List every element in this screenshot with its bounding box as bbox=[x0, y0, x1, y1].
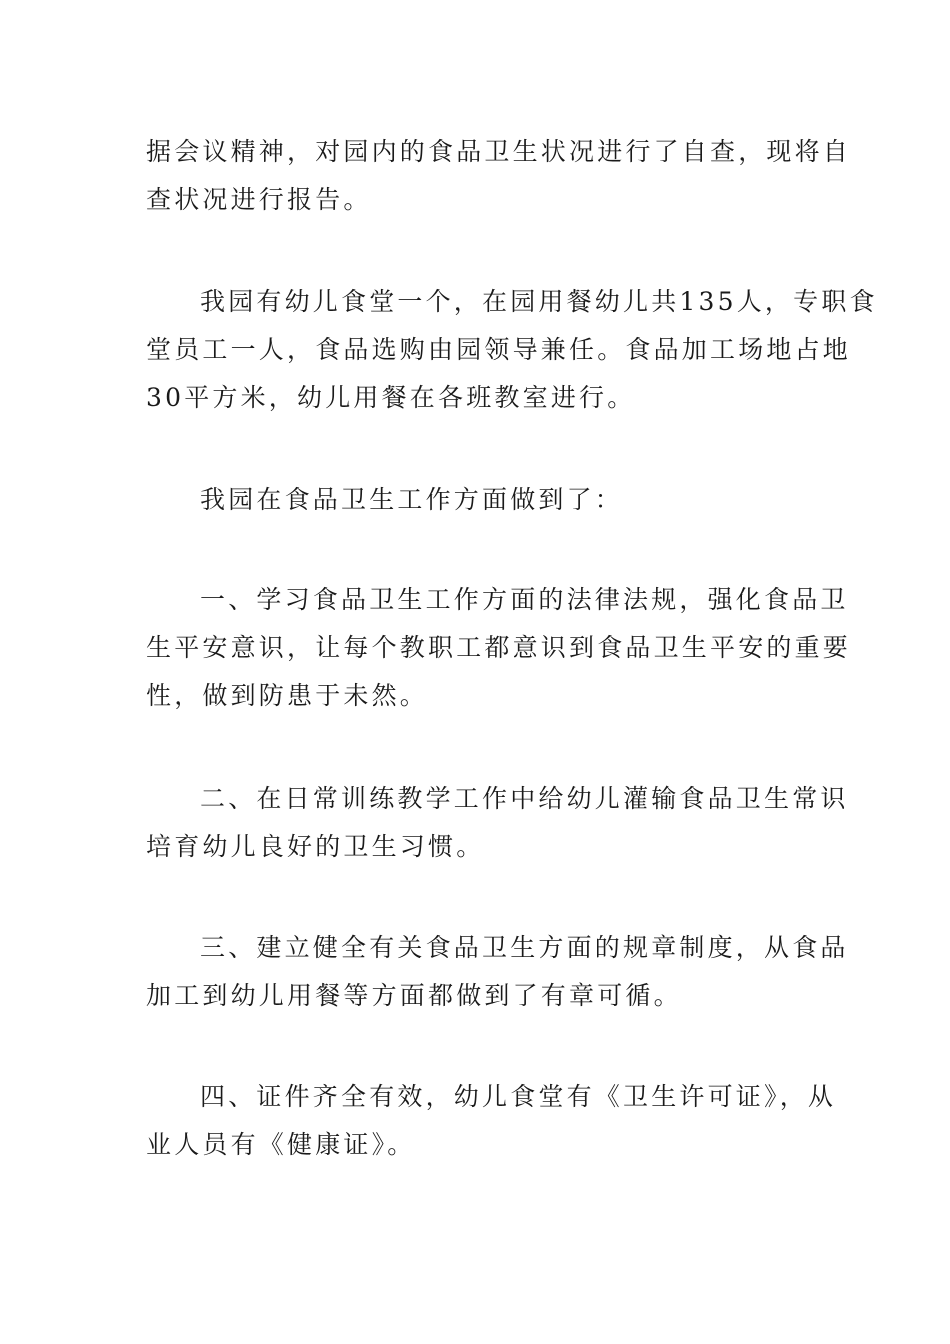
paragraph-item-4 bbox=[146, 1073, 837, 1169]
paragraph-line: 四、证件齐全有效，幼儿食堂有《卫生许可证》，从 bbox=[200, 1082, 837, 1111]
paragraph-line: 生平安意识，让每个教职工都意识到食品卫生平安的重要 bbox=[146, 633, 852, 662]
paragraph-item-2 bbox=[146, 775, 849, 871]
paragraph-achievements-heading bbox=[146, 476, 806, 524]
paragraph-line: 一、学习食品卫生工作方面的法律法规，强化食品卫 bbox=[200, 585, 849, 614]
paragraph-item-3 bbox=[146, 924, 849, 1020]
paragraph-overview bbox=[146, 278, 878, 422]
paragraph-intro bbox=[146, 128, 852, 224]
paragraph-line: 据会议精神，对园内的食品卫生状况进行了自查，现将自 bbox=[146, 137, 852, 166]
paragraph-line: 加工到幼儿用餐等方面都做到了有章可循。 bbox=[146, 981, 682, 1010]
paragraph-line: 性，做到防患于未然。 bbox=[146, 681, 429, 710]
paragraph-line: 二、在日常训练教学工作中给幼儿灌输食品卫生常识 bbox=[200, 784, 849, 813]
paragraph-line: 三、建立健全有关食品卫生方面的规章制度，从食品 bbox=[200, 933, 849, 962]
paragraph-line: 30平方米，幼儿用餐在各班教室进行。 bbox=[146, 383, 636, 412]
paragraph-line: 我园在食品卫生工作方面做到了： bbox=[200, 485, 624, 514]
paragraph-line: 我园有幼儿食堂一个，在园用餐幼儿共135人，专职食 bbox=[200, 287, 878, 316]
paragraph-line: 堂员工一人，食品选购由园领导兼任。食品加工场地占地 bbox=[146, 335, 852, 364]
paragraph-line: 培育幼儿良好的卫生习惯。 bbox=[146, 832, 485, 861]
paragraph-line: 业人员有《健康证》。 bbox=[146, 1130, 416, 1159]
paragraph-line: 查状况进行报告。 bbox=[146, 185, 372, 214]
paragraph-item-1 bbox=[146, 576, 852, 720]
